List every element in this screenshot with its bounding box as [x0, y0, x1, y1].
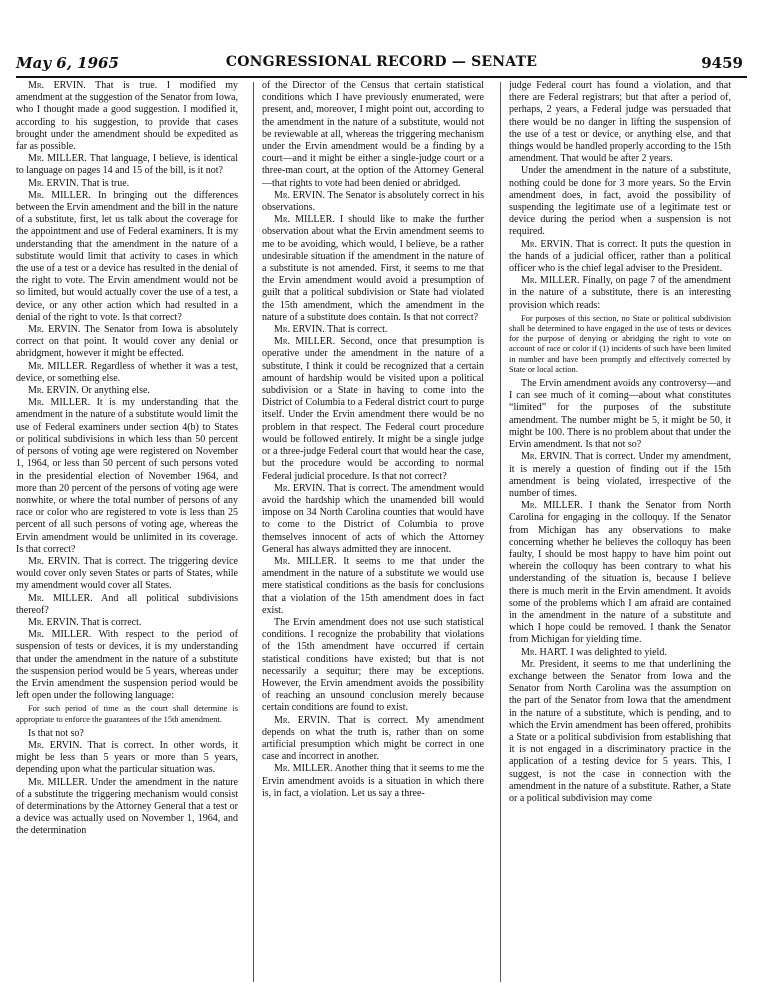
paragraph-text: With respect to the period of suspension of tests or devices, it is my understanding that under the amendment in the nature of a substitute the suspension period would be 5 years, whereas under the Ervin amendment the suspension period would be left open under the following language: [16, 629, 238, 702]
paragraph-text: Another thing that it seems to me the Ervin amendment avoids is a situation in which there is, in fact, a violation. Let us say a three- [262, 763, 484, 799]
paragraph [509, 165, 731, 238]
paragraph-text: The Senator is absolutely correct in his observations. [262, 189, 484, 214]
paragraph [16, 617, 238, 629]
column-1 [16, 80, 238, 985]
paragraph [16, 153, 238, 177]
paragraph [509, 659, 731, 805]
speaker-name: Mr. MILLER. [274, 214, 335, 226]
speaker-name: Mr. ERVIN. [28, 385, 79, 397]
paragraph-text: Under the amendment in the nature of a substitute the triggering mechanism would consist of determinations by the Attorney General that a test or a device was actually used on November 1, 1964, and the determination [16, 776, 238, 837]
paragraph [262, 190, 484, 214]
paragraph-text: of the Director of the Census that certain statistical conditions which I have previously enumerated, were present, and, moreover, I might point out, according to the amendment in the nature of a substitute, would not be reviewable at all, whereas the triggering mechanism under the Ervin amendment would be a finding by a court—and it might be either a single-judge court or a three-man court, at the option of the Attorney General—that rights to vote had been denied or abridged. [262, 80, 484, 189]
paragraph-text: That is correct. In other words, it might be less than 5 years or more than 5 years, depending upon what the particular situation was. [16, 739, 238, 776]
paragraph-text: I should like to make the further observation about what the Ervin amendment seems to me to be avoiding, which would, I believe, be a rather undesirable situation if the amendment in the nature of a substitute is not amended. First, it seems to me that the Ervin amendment would avoid a presumption of guilt that a political subdivision or State had violated the 15th amendment, which the amendment in the nature of a substitute does contain. Is that not correct? [262, 214, 484, 323]
paragraph-text: That is true. [81, 177, 130, 189]
paragraph-text: In bringing out the differences between the Ervin amendment and the bill in the nature of a substitute, first, let us talk about the coverage for the appointment and use of Federal examiners. It is my understanding that the amendment in the nature of a substitute would limit that activity to cases in which the use of a test or a device has resulted in the denial of the right to vote. The Ervin amendment would not be so limited, but would actually cover the use of a test, a device, or any other action which had resulted in a denial of the right to vote. Is that correct? [16, 189, 238, 323]
paragraph-text: That is correct. My amendment depends on what the truth is, rather than on some artificial presumption which might be correct in one case and incorrect in another. [262, 714, 484, 763]
paragraph [16, 629, 238, 702]
paragraph [262, 556, 484, 617]
paragraph-text: That is true. I modified my amendment at the suggestion of the Senator from Iowa, who I thought made a good suggestion. I modified it, according to his suggestion, to provide that cases brought under the amendment should be expedited as far as possible. [16, 80, 238, 153]
header-date: May 6, 1965 [16, 54, 119, 72]
paragraph [509, 80, 731, 165]
paragraph-text: That is correct. [327, 324, 388, 336]
paragraph [262, 336, 484, 482]
paragraph [509, 239, 731, 276]
paragraph [262, 715, 484, 764]
paragraph-text: It is my understanding that the amendment in the nature of a substitute would limit the use of Federal examiners under section 4(b) to States or political subdivisions in which less than 50 percent of persons of voting age were registered on November 1, 1964, or less than 50 percent of such persons voted in the presidential election of November 1964, and more than 20 percent of the persons of voting age were nonwhite, or where the total number of persons of any race or color who are registered to vote is less than 25 percent of all such persons of voting age, whereas the Ervin amendment would be unlimited in its coverage. Is that correct? [16, 397, 238, 555]
paragraph [16, 593, 238, 617]
paragraph-text: That is correct. The triggering device would cover only seven States or parts of States, while my amendment would cover all States. [16, 555, 238, 592]
page-header [0, 40, 763, 76]
speaker-name: Mr. MILLER. [274, 763, 333, 775]
header-title: CONGRESSIONAL RECORD — SENATE [225, 54, 538, 70]
quote-text: For purposes of this section, no State or political subdivision shall be determined to have engaged in the use of tests or devices for the purpose of denying or abridging the right to vote on account of race or color if (1) incidents of such have been limited in number and have been promptly and effectively corrected by State or local action. [509, 313, 731, 374]
speaker-name: Mr. MILLER. [274, 555, 337, 567]
paragraph [16, 777, 238, 838]
paragraph-text: The Ervin amendment avoids any controversy—and I can see much of it coming—about what constitutes “limited” for the purposes of the substitute amendment. The number might be 5, it might be 50, it might be 100. There is no problem about that under the Ervin amendment. Is that not so? [509, 378, 731, 451]
paragraph-text: judge Federal court has found a violation, and that there are Federal registrars; but that after a period of, perhaps, 2 years, a Federal judge was persuaded that there would be no danger in lifting the suspension of the use of a test or device, or anything else, and that things would be handled properly according to the 15th amendment. That would be after 2 years. [509, 80, 731, 165]
paragraph-text: Or anything else. [81, 385, 150, 397]
paragraph-text: Regardless of whether it was a test, device, or something else. [16, 360, 238, 384]
paragraph [16, 361, 238, 385]
paragraph [509, 451, 731, 500]
speaker-name: Mr. ERVIN. [28, 177, 79, 189]
speaker-name: Mr. ERVIN. [274, 324, 325, 336]
speaker-name: Mr. MILLER. [28, 397, 91, 409]
paragraph-text: That language, I believe, is identical to language on pages 14 and 15 of the bill, is it not? [16, 153, 238, 177]
paragraph-text: The Ervin amendment does not use such statistical conditions. I recognize the probability that violations of the 15th amendment have occurred if certain statistical conditions have existed; but that is not necessarily a sequitur; there may be exceptions. However, the Ervin amendment avoids the possibility of reaching an unsound conclusion merely because certain conditions are found to exist. [262, 616, 484, 714]
paragraph [262, 324, 484, 336]
paragraph [16, 385, 238, 397]
paragraph-text: That is correct. It puts the question in the hands of a judicial officer, rather than a political officer who is the chief legal adviser to the President. [509, 238, 731, 275]
speaker-name: Mr. ERVIN. [28, 80, 86, 91]
paragraph-text: Mr. President, it seems to me that underlining the exchange between the Senator from Iowa and the Senator from North Carolina was the assumption on the part of the Senator from Iowa that the amendment in the nature of a substitute, which is pending, and to which the Ervin amendment has been offered, prohibits a State or a political subdivision from establishing that it is not engaged in a discriminatory practice in the application of a testing device for 5 years. This, I suggest, is not the case in connection with the amendment in the nature of a substitute. Rather, a State or a political subdivision may come [509, 658, 731, 804]
paragraph [16, 728, 238, 740]
paragraph [262, 214, 484, 324]
column-divider [500, 82, 501, 982]
paragraph [509, 647, 731, 659]
paragraph-text: I was delighted to yield. [570, 646, 667, 658]
paragraph-text: Second, once that presumption is operative under the amendment in the nature of a substitute, I think it could be recognized that a certain amount of hardship would be visited upon a political subdivision or a State in having to come into the District of Columbia to a Federal district court to purge itself. Under the Ervin amendment there would be no problem in that respect. The Federal court procedure would be followed entirely. It might be a single judge or a three-judge Federal court that would hear the case, but the procedure would be according to normal Federal judicial procedure. Is that not correct? [262, 336, 484, 482]
paragraph-text: Is that not so? [28, 727, 84, 739]
speaker-name: Mr. MILLER. [521, 500, 583, 512]
speaker-name: Mr. ERVIN. [28, 739, 82, 751]
paragraph [16, 740, 238, 777]
block-quote [509, 314, 731, 375]
speaker-name: Mr. MILLER. [521, 275, 580, 287]
speaker-name: Mr. ERVIN. [28, 324, 81, 336]
paragraph [16, 397, 238, 556]
paragraph-text: It seems to me that under the amendment in the nature of a substitute we would use mere statistical conditions as the basis for conclusions that a violation of the 15th amendment does in fact exist. [262, 555, 484, 616]
paragraph [16, 324, 238, 361]
block-quote [16, 704, 238, 724]
paragraph-text: The Senator from Iowa is absolutely correct on that point. It would cover any denial or abridgment, however it might be effected. [16, 324, 238, 360]
paragraph [262, 763, 484, 800]
paragraph-text: That is correct. The amendment would avoid the hardship which the unamended bill would impose on 34 North Carolina counties that would have to come to the District of Columbia to prove themselves innocent of acts of which the Attorney General has always admitted they are innocent. [262, 482, 484, 555]
column-divider [253, 82, 254, 982]
paragraph [262, 617, 484, 715]
paragraph [16, 80, 238, 153]
paragraph-text: That is correct. [81, 616, 142, 628]
speaker-name: Mr. ERVIN. [28, 555, 80, 567]
speaker-name: Mr. MILLER. [28, 629, 92, 641]
speaker-name: Mr. MILLER. [28, 189, 91, 201]
speaker-name: Mr. ERVIN. [274, 714, 330, 726]
speaker-name: Mr. MILLER. [28, 776, 88, 788]
header-rule [16, 76, 747, 78]
paragraph [16, 190, 238, 324]
paragraph [262, 80, 484, 190]
paragraph [509, 378, 731, 451]
speaker-name: Mr. ERVIN. [274, 482, 326, 494]
paragraph-text: That is correct. Under my amendment, it is merely a question of finding out if the 15th amendment is being violated, irrespective of the number of times. [509, 451, 731, 499]
column-2 [262, 80, 484, 985]
paragraph-text: I thank the Senator from North Carolina for engaging in the colloquy. If the Senator from Michigan has any observations to make concerning whether he believes the colloquy has been faulty, I should be most happy to have him point out wherein the colloquy has been contrary to what his understanding of the situation is, because I believe there is much merit in the Ervin amendment. It avoids some of the problems which I am afraid are contained in the amendment in the nature of a substitute and which I hope could be removed. I thank the Senator from Michigan for yielding time. [509, 500, 731, 646]
speaker-name: Mr. ERVIN. [521, 451, 573, 463]
speaker-name: Mr. ERVIN. [274, 189, 325, 201]
speaker-name: Mr. MILLER. [28, 153, 87, 165]
column-3 [509, 80, 731, 985]
paragraph [262, 483, 484, 556]
speaker-name: Mr. MILLER. [274, 336, 336, 348]
speaker-name: Mr. MILLER. [28, 592, 93, 604]
paragraph [16, 556, 238, 593]
paragraph-text: Finally, on page 7 of the amendment in the nature of a substitute, there is an interesting provision which reads: [509, 275, 731, 311]
paragraph-text: And all political subdivisions thereof? [16, 592, 238, 616]
speaker-name: Mr. ERVIN. [521, 238, 573, 250]
quote-text: For such period of time as the court shall determine is appropriate to enforce the guarantees of the 15th amendment. [16, 704, 238, 724]
speaker-name: Mr. HART. [521, 646, 568, 658]
paragraph [509, 500, 731, 646]
paragraph-text: Under the amendment in the nature of a substitute, nothing could be done for 3 more years. So the Ervin amendment does, in fact, avoid the possibility of suspending the legitimate use of a legitimate test or device during the period when a suspension is not required. [509, 165, 731, 238]
speaker-name: Mr. ERVIN. [28, 616, 79, 628]
page-number: 9459 [701, 54, 743, 72]
paragraph [16, 178, 238, 190]
paragraph [509, 275, 731, 312]
speaker-name: Mr. MILLER. [28, 360, 88, 372]
